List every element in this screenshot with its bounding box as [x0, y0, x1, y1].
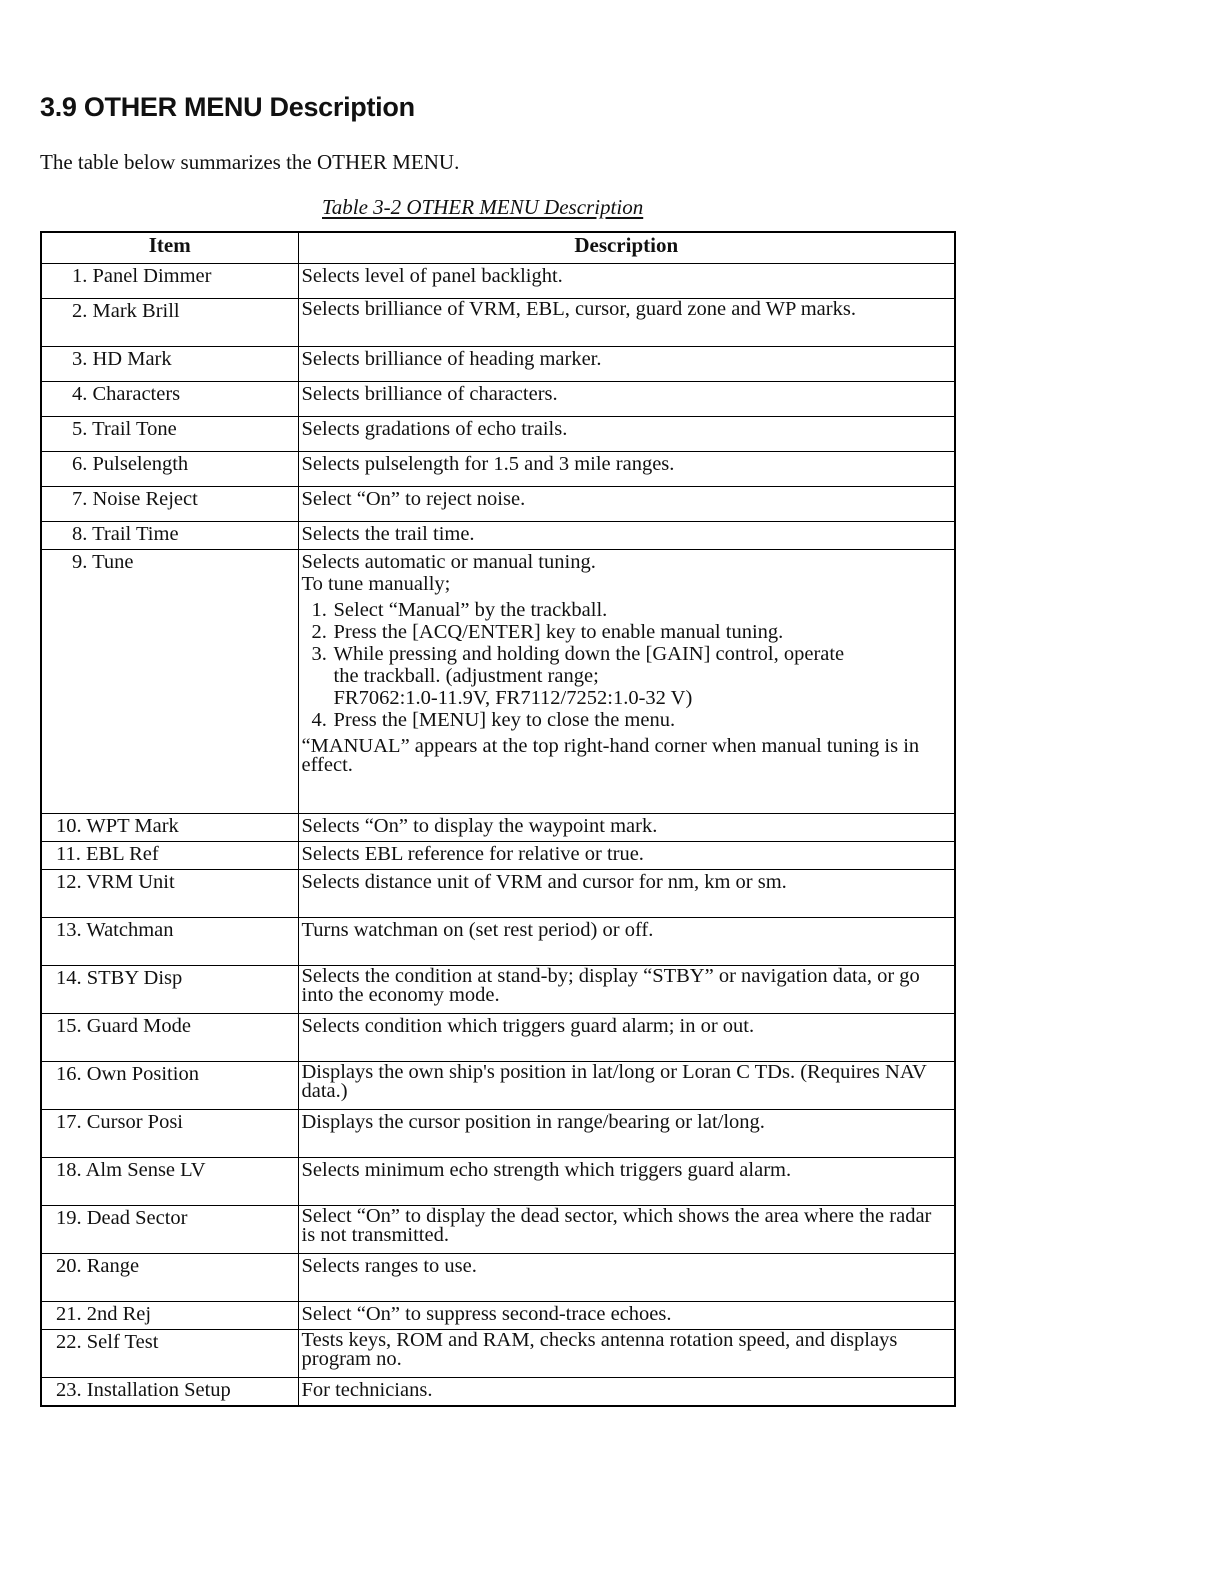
- item-cell: 14. STBY Disp: [41, 966, 298, 1014]
- item-cell: 7. Noise Reject: [41, 487, 298, 522]
- description-cell: Displays the cursor position in range/bearing or lat/long.: [298, 1110, 955, 1158]
- intro-paragraph: The table below summarizes the OTHER MENU.: [40, 150, 460, 174]
- table-row: [41, 1206, 955, 1254]
- description-cell: Select “On” to reject noise.: [298, 487, 955, 522]
- item-cell: 23. Installation Setup: [41, 1378, 298, 1407]
- description-cell: Tests keys, ROM and RAM, checks antenna rotation speed, and displays program no.: [298, 1330, 955, 1378]
- description-cell: Selects condition which triggers guard alarm; in or out.: [298, 1014, 955, 1062]
- table-row: [41, 842, 955, 870]
- description-cell: Selects ranges to use.: [298, 1254, 955, 1302]
- item-cell: 2. Mark Brill: [41, 299, 298, 347]
- item-cell: 5. Trail Tone: [41, 417, 298, 452]
- table-row: [41, 347, 955, 382]
- table-row: [41, 1062, 955, 1110]
- item-cell: 15. Guard Mode: [41, 1014, 298, 1062]
- description-cell: [298, 550, 955, 814]
- item-cell: 22. Self Test: [41, 1330, 298, 1378]
- section-heading: 3.9 OTHER MENU Description: [40, 92, 415, 122]
- description-cell: Turns watchman on (set rest period) or off.: [298, 918, 955, 966]
- table-row: [41, 1110, 955, 1158]
- table-row: [41, 550, 955, 814]
- table-row: [41, 1254, 955, 1302]
- item-cell: 9. Tune: [41, 550, 298, 814]
- description-cell: For technicians.: [298, 1378, 955, 1407]
- table-row: [41, 1158, 955, 1206]
- table-row: [41, 1378, 955, 1407]
- description-cell: Selects brilliance of characters.: [298, 382, 955, 417]
- item-cell: 18. Alm Sense LV: [41, 1158, 298, 1206]
- description-cell: Displays the own ship's position in lat/long or Loran C TDs. (Requires NAV data.): [298, 1062, 955, 1110]
- table-row: [41, 870, 955, 918]
- tune-step: 1. Select “Manual” by the trackball.: [311, 599, 608, 621]
- description-cell: Selects EBL reference for relative or true.: [298, 842, 955, 870]
- description-cell: Select “On” to suppress second-trace echoes.: [298, 1302, 955, 1330]
- table-row: [41, 1014, 955, 1062]
- table-row: [41, 1302, 955, 1330]
- item-cell: 11. EBL Ref: [41, 842, 298, 870]
- table-caption: Table 3-2 OTHER MENU Description: [322, 195, 644, 219]
- table-row: [41, 382, 955, 417]
- tune-intro: To tune manually;: [301, 573, 451, 595]
- item-cell: 21. 2nd Rej: [41, 1302, 298, 1330]
- item-cell: 1. Panel Dimmer: [41, 264, 298, 299]
- table-row: [41, 452, 955, 487]
- description-cell: Selects brilliance of heading marker.: [298, 347, 955, 382]
- item-cell: 12. VRM Unit: [41, 870, 298, 918]
- tune-step: 3. While pressing and holding down the [GAIN] control, operate the trackball. (adjustment range; FR7062:1.0-11.9V, FR7112/7252:1.0-32 V): [311, 643, 845, 709]
- table-row: [41, 299, 955, 347]
- table-row: [41, 417, 955, 452]
- item-column-header: Item: [41, 232, 298, 264]
- table-row: [41, 1330, 955, 1378]
- description-cell: Selects distance unit of VRM and cursor for nm, km or sm.: [298, 870, 955, 918]
- tune-steps: [302, 599, 951, 731]
- tune-note: “MANUAL” appears at the top right-hand corner when manual tuning is in effect.: [301, 735, 920, 776]
- item-cell: 8. Trail Time: [41, 522, 298, 550]
- description-cell: Selects pulselength for 1.5 and 3 mile ranges.: [298, 452, 955, 487]
- description-cell: Selects the trail time.: [298, 522, 955, 550]
- table-row: [41, 522, 955, 550]
- item-cell: 13. Watchman: [41, 918, 298, 966]
- tune-step: 4. Press the [MENU] key to close the menu.: [311, 709, 676, 731]
- tune-summary: Selects automatic or manual tuning.: [301, 551, 596, 573]
- table-row: [41, 918, 955, 966]
- table-row: [41, 814, 955, 842]
- item-cell: 3. HD Mark: [41, 347, 298, 382]
- item-cell: 19. Dead Sector: [41, 1206, 298, 1254]
- description-cell: Selects gradations of echo trails.: [298, 417, 955, 452]
- description-cell: Selects brilliance of VRM, EBL, cursor, guard zone and WP marks.: [298, 299, 955, 347]
- item-cell: 6. Pulselength: [41, 452, 298, 487]
- description-cell: Selects minimum echo strength which triggers guard alarm.: [298, 1158, 955, 1206]
- description-cell: Selects the condition at stand-by; display “STBY” or navigation data, or go into the economy mode.: [298, 966, 955, 1014]
- description-cell: Select “On” to display the dead sector, which shows the area where the radar is not transmitted.: [298, 1206, 955, 1254]
- description-column-header: Description: [298, 232, 955, 264]
- tune-step: 2. Press the [ACQ/ENTER] key to enable manual tuning.: [311, 621, 784, 643]
- description-cell: Selects “On” to display the waypoint mark.: [298, 814, 955, 842]
- table-row: [41, 487, 955, 522]
- item-cell: 4. Characters: [41, 382, 298, 417]
- item-cell: 16. Own Position: [41, 1062, 298, 1110]
- table-row: [41, 264, 955, 299]
- item-cell: 17. Cursor Posi: [41, 1110, 298, 1158]
- table-header-row: [41, 232, 955, 264]
- description-cell: Selects level of panel backlight.: [298, 264, 955, 299]
- item-cell: 20. Range: [41, 1254, 298, 1302]
- item-cell: 10. WPT Mark: [41, 814, 298, 842]
- other-menu-table: [40, 231, 956, 1407]
- table-row: [41, 966, 955, 1014]
